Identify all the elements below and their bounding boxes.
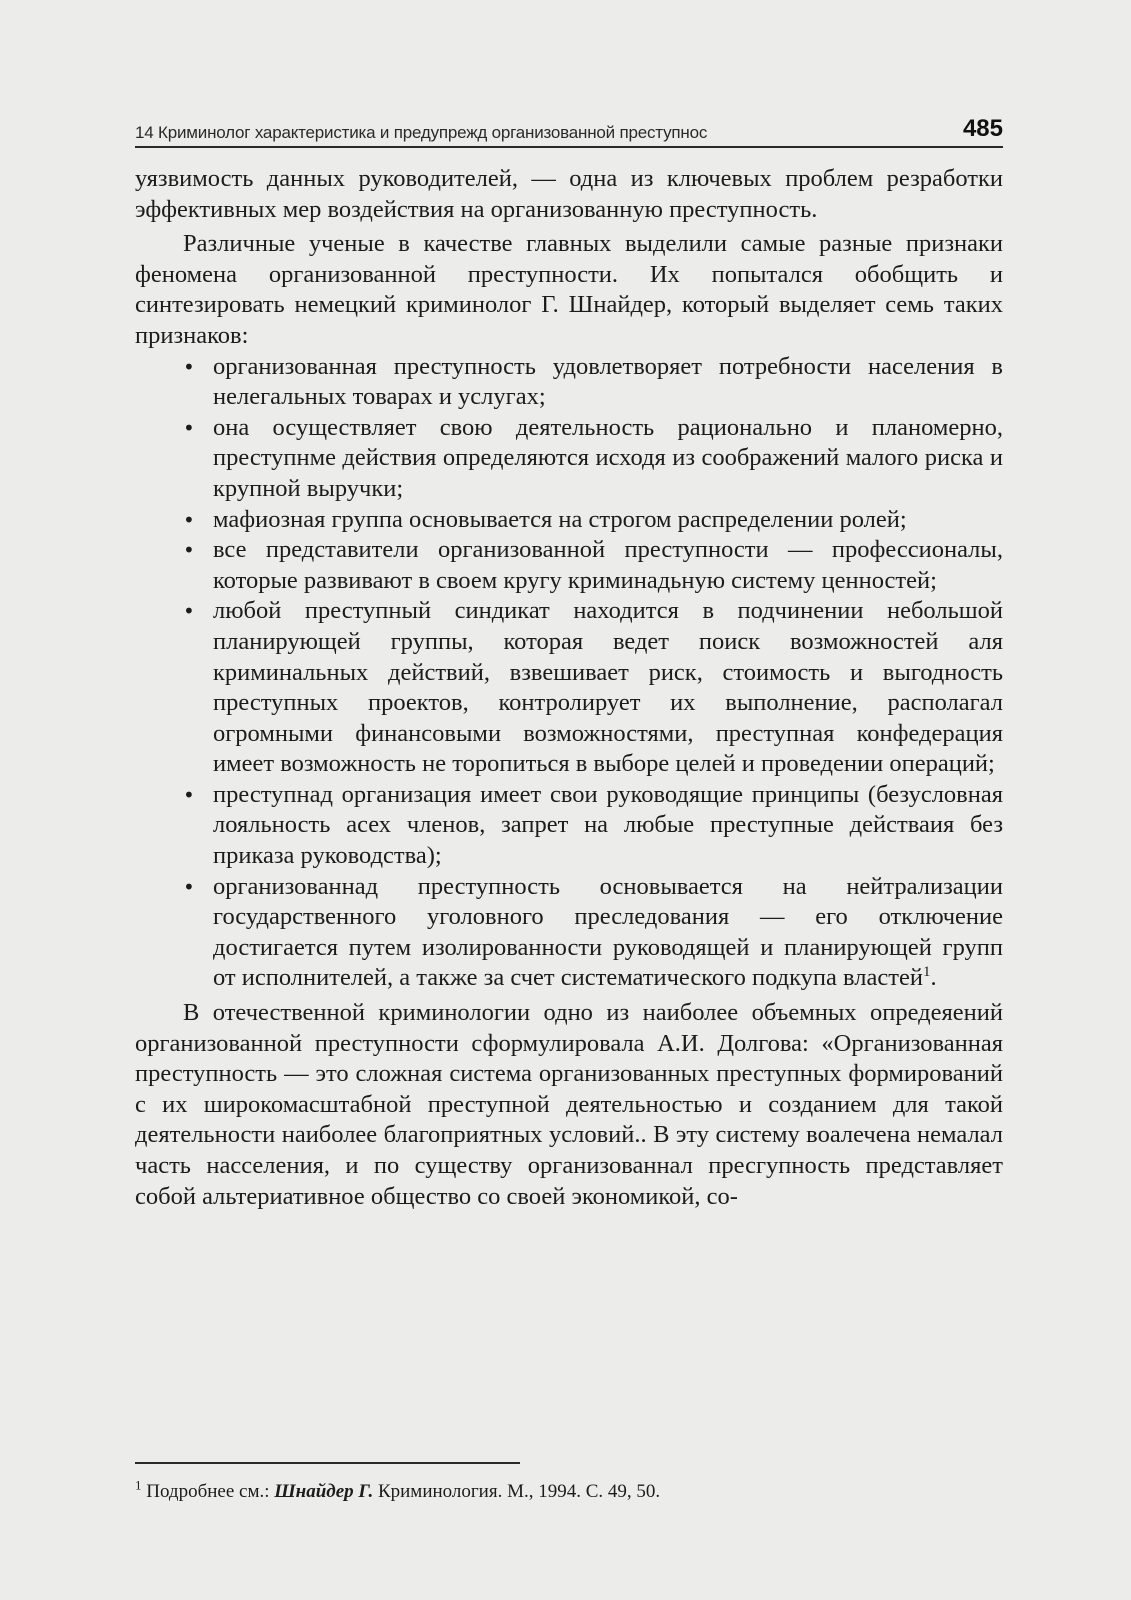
list-item: • мафиозная группа основывается на строгом распределении ролей;: [213, 505, 1003, 536]
footnote: [135, 1477, 1003, 1504]
list-item: • все представители организованной преступности — профессионалы, которые развивают в своем кругу криминадьную систему ценностей;: [213, 535, 1003, 596]
list-item-text: организованнад преступность основывается на нейтрализации государственного уголовного преследования — его отключение достигается путем изолированности руководящей и планирующей групп от исполнителей, а также за счет систематического подкупа властей: [213, 872, 1003, 992]
paragraph-dolgova-definition: В отечественной криминологии одно из наиболее объемных опредеяений организованной преступности сформулировала А.И. Долгова: «Организованная преступность — это сложная система организованных преступных формирований с их широкомасштабной преступной деятельностью и созданием для такой деятельности наиболее благоприятных условий.. В эту систему воалечена немалал часть насселения, и по существу организованнал пресгупность представляет собой альтериативное общество со своей экономикой, со-: [135, 999, 1003, 1210]
list-item-tail: .: [930, 964, 937, 992]
footnote-reference[interactable]: 1: [922, 964, 931, 981]
footnote-source: Криминология. М., 1994. С. 49, 50.: [377, 1481, 661, 1502]
running-head: 14 Криминолог характеристика и предупрежд организованной преступнос: [135, 123, 708, 142]
list-item-last: [213, 872, 1003, 994]
footnote-marker: 1: [135, 1477, 142, 1493]
page-header: [135, 112, 1003, 148]
main-text: [135, 164, 1003, 1212]
footnote-prefix: Подробнее см.:: [146, 1481, 270, 1502]
list-item: • любой преступный синдикат находится в подчинении небольшой планирующей группы, которая ведет поиск возможностей аля криминальных действий, взвешивает риск, стоимость и выгодность преступных проектов, контролирует их выполнение, располагал огромными финансовыми возможностями, преступная конфедерация имеет возможность не торопиться в выборе целей и проведении операций;: [213, 596, 1003, 780]
paragraph-continued: уязвимость данных руководителей, — одна из ключевых проблем резработки эффективных мер воздействия на организованную преступность.: [135, 165, 1003, 223]
paragraph-schneider-intro: Различные ученые в качестве главных выделили самые разные признаки феномена организованной преступности. Их попытался обобщить и синтезировать немецкий криминолог Г. Шнайдер, который выделяет семь таких признаков:: [135, 230, 1003, 349]
list-item: • организованная преступность удовлетворяет потребности населения в нелегальных товарах и услугах;: [213, 352, 1003, 413]
list-item: • преступнад организация имеет свои руководящие принципы (безусловная лояльность асех членов, запрет на любые преступные действаия без приказа руководства);: [213, 780, 1003, 872]
features-list: [135, 352, 1003, 994]
footnote-divider: [135, 1462, 520, 1464]
list-item: • она осуществляет свою деятельность рационально и планомерно, преступнме действия определяются исходя из соображений малого риска и крупной выручки;: [213, 413, 1003, 505]
footnote-author: Шнайдер Г.: [274, 1481, 374, 1502]
page-number: 485: [962, 115, 1003, 142]
